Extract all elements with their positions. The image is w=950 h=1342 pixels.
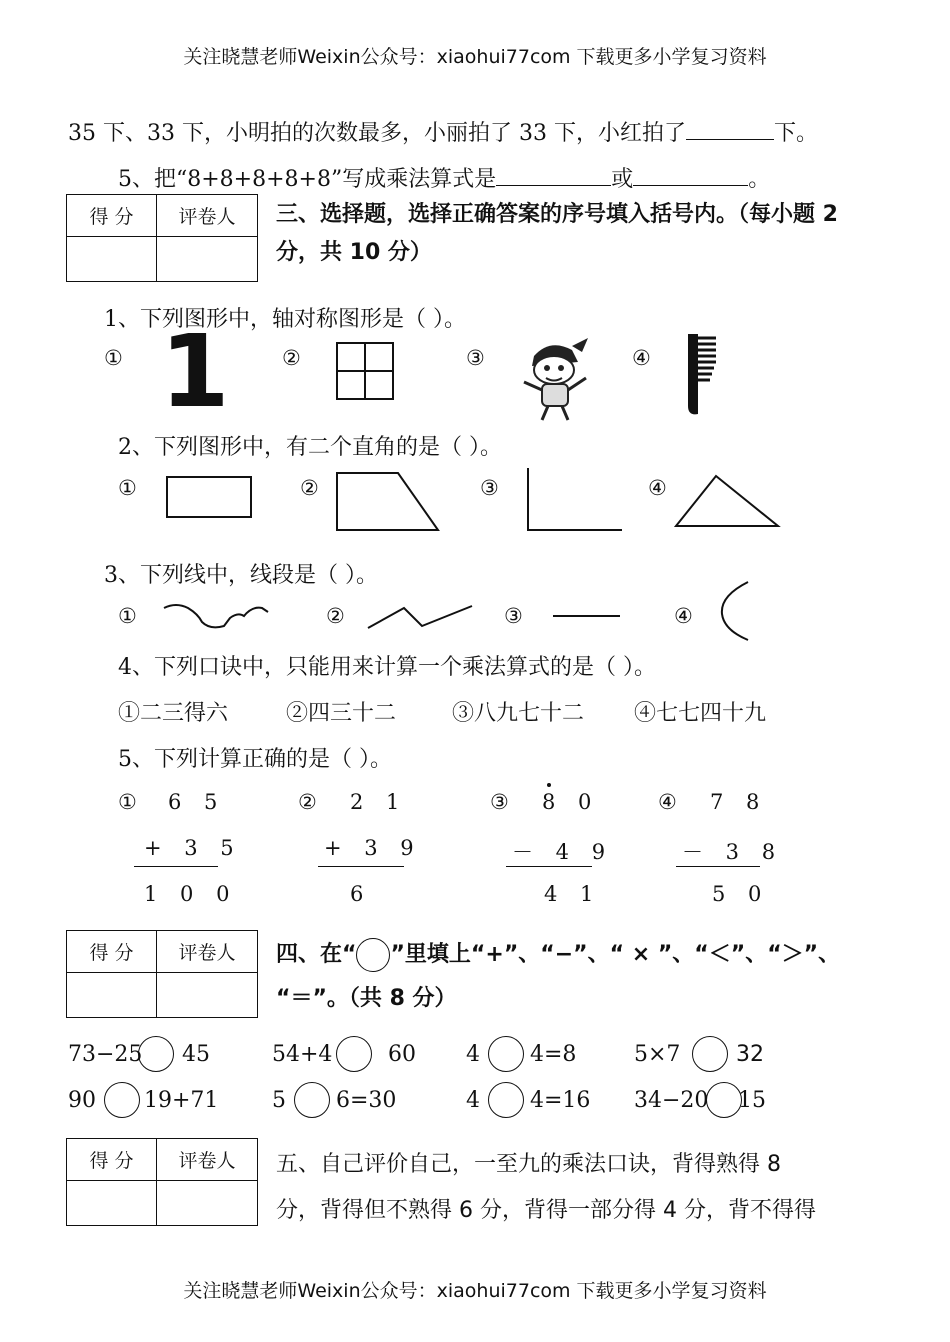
grader-cell[interactable]: [157, 973, 257, 1017]
q5-end: 。: [748, 167, 771, 192]
calc-2-operand: + 3 9: [324, 836, 422, 860]
comparison-left: 34−20: [634, 1088, 709, 1113]
calc-3-top: 8 0: [542, 790, 600, 814]
calc-2-result: 6: [350, 882, 372, 906]
score-label: 得 分: [67, 931, 157, 973]
section-4-title: [276, 936, 840, 974]
calc-3-operand: － 4 9: [512, 840, 614, 864]
answer-blank[interactable]: [686, 118, 774, 140]
option-marker-3: ③: [504, 604, 523, 628]
window-square-figure: [336, 342, 394, 400]
prev-question-5: [118, 162, 770, 193]
answer-blank-2[interactable]: [633, 164, 748, 186]
option-marker-1: ①: [118, 790, 137, 814]
rectangle-figure: [166, 476, 252, 518]
comparison-right: 4=16: [530, 1088, 591, 1113]
answer-circle[interactable]: [488, 1082, 524, 1118]
option-marker-2: ②: [298, 790, 317, 814]
answer-circle[interactable]: [706, 1082, 742, 1118]
calc-1-operand: + 3 5: [144, 836, 242, 860]
grader-cell[interactable]: [157, 1181, 257, 1225]
answer-circle[interactable]: [336, 1036, 372, 1072]
prev-line-text: 35 下、33 下，小明拍的次数最多，小丽拍了 33 下，小红拍了: [68, 121, 686, 146]
calc-1-result: 1 0 0: [144, 882, 238, 906]
option-marker-4: ④: [674, 604, 693, 628]
grader-label: 评卷人: [157, 195, 257, 237]
grader-cell[interactable]: [157, 237, 257, 281]
digit-one-figure: 1: [160, 313, 230, 430]
prev-question-line: [68, 116, 818, 147]
comparison-left: 73−25: [68, 1042, 143, 1067]
comparison-left: 90: [68, 1088, 96, 1113]
q4-option-4: ④七七四十九: [634, 701, 767, 726]
comparison-right: 15: [738, 1088, 766, 1113]
score-label: 得 分: [67, 1139, 157, 1181]
calc-3-line: [506, 866, 592, 867]
triangle-figure: [674, 474, 780, 528]
calc-2-line: [318, 866, 404, 867]
zigzag-line-figure: [366, 602, 476, 632]
pirate-character-figure: [512, 336, 594, 422]
option-marker-2: ②: [282, 346, 301, 370]
calc-3-result: 4 1: [544, 882, 602, 906]
calc-2-top: 2 1: [350, 790, 408, 814]
comparison-right: 19+71: [144, 1088, 219, 1113]
section-4-title-line2: “＝”。（共 8 分）: [276, 986, 457, 1011]
comparison-left: 5×7: [634, 1042, 681, 1067]
s3-question-3: 3、下列线中，线段是（ ）。: [104, 563, 378, 588]
calc-1-top: 6 5: [168, 790, 226, 814]
comparison-right: 45: [182, 1042, 210, 1067]
score-cell[interactable]: [67, 973, 157, 1017]
calc-1-line: [134, 866, 218, 867]
q4-option-3: ③八九七十二: [452, 701, 585, 726]
calc-4-operand: － 3 8: [682, 840, 784, 864]
s3-question-1: 1、下列图形中，轴对称图形是（ ）。: [104, 307, 466, 332]
score-label: 得 分: [67, 195, 157, 237]
curvy-line-figure: [162, 600, 272, 630]
title-part-b: ”里填上“+”、“−”、“ × ”、“＜”、“＞”、: [390, 942, 841, 967]
section-5-line1: 五、自己评价自己，一至九的乘法口诀，背得熟得 8: [276, 1152, 781, 1177]
calc-4-line: [676, 866, 760, 867]
section-5-line2: 分，背得但不熟得 6 分，背得一部分得 4 分，背不得得: [276, 1198, 816, 1223]
borrow-dot: [547, 783, 551, 787]
line-segment-figure: [552, 614, 622, 618]
q5-or: 或: [611, 167, 634, 192]
answer-circle[interactable]: [488, 1036, 524, 1072]
score-box-4: [66, 930, 258, 1018]
comparison-right: 32: [736, 1042, 764, 1067]
grader-label: 评卷人: [157, 1139, 257, 1181]
calc-4-top: 7 8: [710, 790, 768, 814]
option-marker-3: ③: [480, 476, 499, 500]
option-marker-3: ③: [466, 346, 485, 370]
q5-text: 5、把“8+8+8+8+8”写成乘法算式是: [118, 167, 497, 192]
q4-option-2: ②四三十二: [286, 701, 397, 726]
grader-label: 评卷人: [157, 931, 257, 973]
s3-question-4: 4、下列口诀中，只能用来计算一个乘法算式的是（ ）。: [118, 655, 656, 680]
circle-symbol: [356, 938, 390, 972]
answer-circle[interactable]: [138, 1036, 174, 1072]
comb-figure: [684, 332, 720, 416]
s3-question-5: 5、下列计算正确的是（ ）。: [118, 747, 392, 772]
page-header: 关注晓慧老师Weixin公众号：xiaohui77com 下载更多小学复习资料: [183, 46, 767, 68]
option-marker-3: ③: [490, 790, 509, 814]
title-part-a: 四、在“: [276, 942, 357, 967]
option-marker-2: ②: [326, 604, 345, 628]
trapezoid-figure: [336, 472, 440, 532]
comparison-left: 5: [272, 1088, 286, 1113]
option-marker-4: ④: [632, 346, 651, 370]
score-box-5: [66, 1138, 258, 1226]
answer-circle[interactable]: [692, 1036, 728, 1072]
option-marker-1: ①: [118, 604, 137, 628]
arc-figure: [718, 580, 752, 642]
q4-option-1: ①二三得六: [118, 701, 229, 726]
option-marker-4: ④: [658, 790, 677, 814]
comparison-right: 4=8: [530, 1042, 577, 1067]
answer-circle[interactable]: [104, 1082, 140, 1118]
section-3-title: 三、选择题，选择正确答案的序号填入括号内。（每小题 2 分，共 10 分）: [276, 202, 838, 265]
option-marker-2: ②: [300, 476, 319, 500]
answer-circle[interactable]: [294, 1082, 330, 1118]
answer-blank-1[interactable]: [496, 164, 611, 186]
comparison-left: 4: [466, 1042, 480, 1067]
option-marker-1: ①: [104, 346, 123, 370]
comparison-left: 54+4: [272, 1042, 333, 1067]
score-box-3: [66, 194, 258, 282]
comparison-right: 6=30: [336, 1088, 397, 1113]
prev-line-end: 下。: [773, 121, 818, 146]
page-footer: 关注晓慧老师Weixin公众号：xiaohui77com 下载更多小学复习资料: [183, 1280, 767, 1302]
calc-4-result: 5 0: [712, 882, 770, 906]
score-cell[interactable]: [67, 237, 157, 281]
comparison-right: 60: [388, 1042, 416, 1067]
s3-question-2: 2、下列图形中，有二个直角的是（ ）。: [118, 435, 502, 460]
right-angle-figure: [526, 466, 624, 532]
score-cell[interactable]: [67, 1181, 157, 1225]
option-marker-4: ④: [648, 476, 667, 500]
comparison-left: 4: [466, 1088, 480, 1113]
option-marker-1: ①: [118, 476, 137, 500]
